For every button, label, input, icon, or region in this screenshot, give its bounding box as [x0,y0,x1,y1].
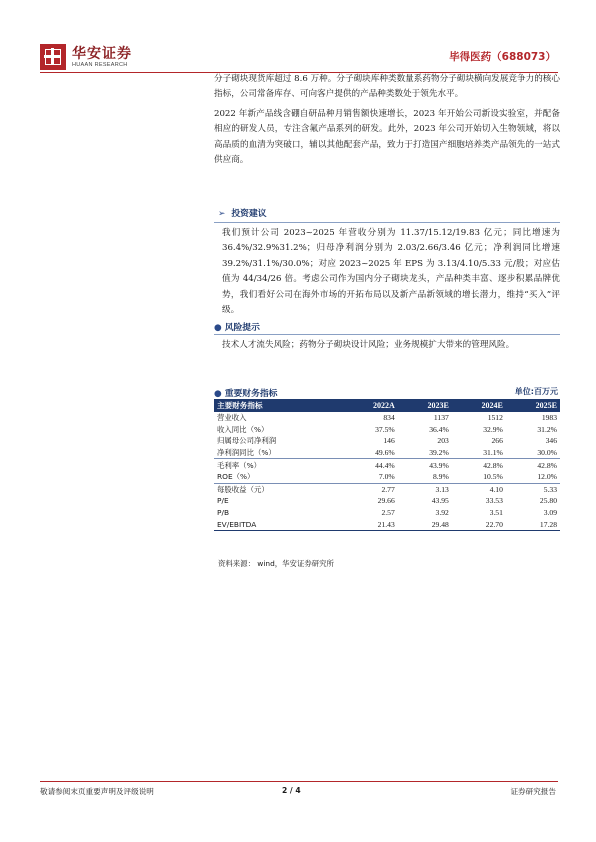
page-number: 2 / 4 [282,786,301,795]
logo-text-cn: 华安证券 [72,46,132,62]
unit-label: 单位:百万元 [514,387,558,396]
investment-heading [218,206,267,219]
table-cell: 49.6% [375,448,395,458]
row-label: 营业收入 [217,413,247,423]
row-label: 归属母公司净利润 [217,436,277,446]
table-cell: 42.8% [452,459,506,471]
row-label: ROE（%） [217,472,255,482]
source-note: 资料来源： wind，华安证券研究所 [218,559,334,568]
table-cell: 1137 [433,413,449,423]
table-cell: 25.80 [539,496,557,506]
table-row [214,495,560,507]
fin-table-title: 重要财务指标 [224,389,278,399]
investment-text: 我们预计公司 2023~2025 年营收分别为 11.37/15.12/19.83 亿元；同比增速为 36.4%/32.9%31.2%；归母净利润分别为 2.03/2.66/3.46 亿元；净利润同比增速 39.2%/31.1%/30.0%；对应 2023~2025 年 EPS 为 3.13/4.10/5.33 元/股；对应估值为 44/34/26 倍。考虑公司作为国内分子砌块龙头，产品种类丰富、逐步积累品牌优势，我们看好公司在海外市场的开拓布局以及新产品新领域的增长潜力，维持“买入”评级。 [222,228,560,316]
column-header: 2022A [343,399,398,412]
financial-table [214,399,560,531]
table-cell: 29.66 [377,496,395,506]
page-header [40,40,558,74]
row-label: 毛利率（%） [214,459,343,471]
table-cell: 33.53 [485,496,503,506]
table-cell: 32.9% [483,424,503,434]
column-header: 2024E [452,399,506,412]
table-cell: 29.48 [398,518,452,530]
bullet-icon: ● [214,323,222,333]
table-row [214,412,560,424]
table-cell: 10.5% [483,472,503,482]
footer-divider [40,781,558,782]
risk-body [222,338,560,353]
row-label: 每股收益（元） [214,483,343,495]
table-cell: 30.0% [537,448,557,458]
table-row [214,518,560,530]
table-cell: 37.5% [375,424,395,434]
table-header-row [214,399,560,412]
table-cell: 3.13 [398,483,452,495]
table-cell: 22.70 [452,518,506,530]
fin-table-heading [214,386,277,399]
table-cell: 21.43 [343,518,398,530]
table-cell: 4.10 [452,483,506,495]
table-cell: 8.9% [432,472,449,482]
body-text [214,72,560,168]
logo-icon [40,44,66,70]
row-label: P/E [217,496,229,506]
column-header: 2025E [506,399,560,412]
table-row [214,483,560,495]
risk-text: 技术人才流失风险；药物分子砌块设计风险；业务规模扩大带来的管理风险。 [222,340,515,350]
logo-text-en: HUAAN RESEARCH [72,62,128,68]
section-rule [214,334,560,335]
table-cell: 346 [545,436,557,446]
table-cell: 17.28 [506,518,560,530]
table-cell: 12.0% [537,472,557,482]
investment-body [222,226,560,318]
row-label: 收入同比（%） [217,424,269,434]
table-cell: 203 [437,436,449,446]
table-cell: 31.1% [483,448,503,458]
table-cell: 5.33 [506,483,560,495]
table-cell: 7.0% [378,472,395,482]
table-row [214,435,560,447]
risk-heading [214,320,260,333]
table-cell: 31.2% [537,424,557,434]
paragraph-1: 分子砌块现货库超过 8.6 万种。分子砌块库种类数量系药物分子砌块横向发展竞争力的核心指标，公司常备库存、可向客户提供的产品种类数处于领先水平。 [214,74,560,100]
table-cell: 43.9% [398,459,452,471]
table-cell: 834 [383,413,395,423]
table-cell: 42.8% [506,459,560,471]
table-row [214,447,560,459]
footer-disclaimer: 敬请参阅末页重要声明及评级说明 [40,787,154,796]
footer-report-type: 证券研究报告 [510,787,556,796]
table-row [214,471,560,483]
table-cell: 44.4% [343,459,398,471]
row-label: 净利润同比（%） [217,448,276,458]
table-cell: 3.51 [489,508,503,518]
table-cell: 146 [383,436,395,446]
row-label: EV/EBITDA [214,518,343,530]
table-cell: 266 [491,436,503,446]
table-row [214,459,560,471]
table-cell: 39.2% [429,448,449,458]
table-cell: 1983 [541,413,557,423]
table-cell: 2.57 [381,508,395,518]
company-title: 毕得医药（688073） [449,51,556,63]
column-header: 2023E [398,399,452,412]
table-cell: 2.77 [343,483,398,495]
table-row [214,424,560,436]
investment-title: 投资建议 [231,209,267,219]
table-cell: 43.95 [431,496,449,506]
paragraph-2: 2022 年新产品线含硼自研品种月销售额快速增长，2023 年开始公司新设实验室，并配备相应的研发人员，专注含氟产品系列的研发。此外，2023 年公司开始切入生物领域，将以高品质的血清为突破口，辅以其他配套产品，致力于打造国产细胞培养类产品领先的一站式供应商。 [214,108,560,166]
table-cell: 36.4% [429,424,449,434]
column-header: 主要财务指标 [214,399,343,412]
risk-title: 风险提示 [224,323,260,333]
arrow-bullet-icon: ➢ [218,209,226,219]
bullet-icon: ● [214,389,222,399]
table-cell: 3.09 [543,508,557,518]
section-rule [214,222,560,223]
table-cell: 1512 [487,413,503,423]
table-cell: 3.92 [435,508,449,518]
row-label: P/B [217,508,230,518]
table-row [214,507,560,519]
